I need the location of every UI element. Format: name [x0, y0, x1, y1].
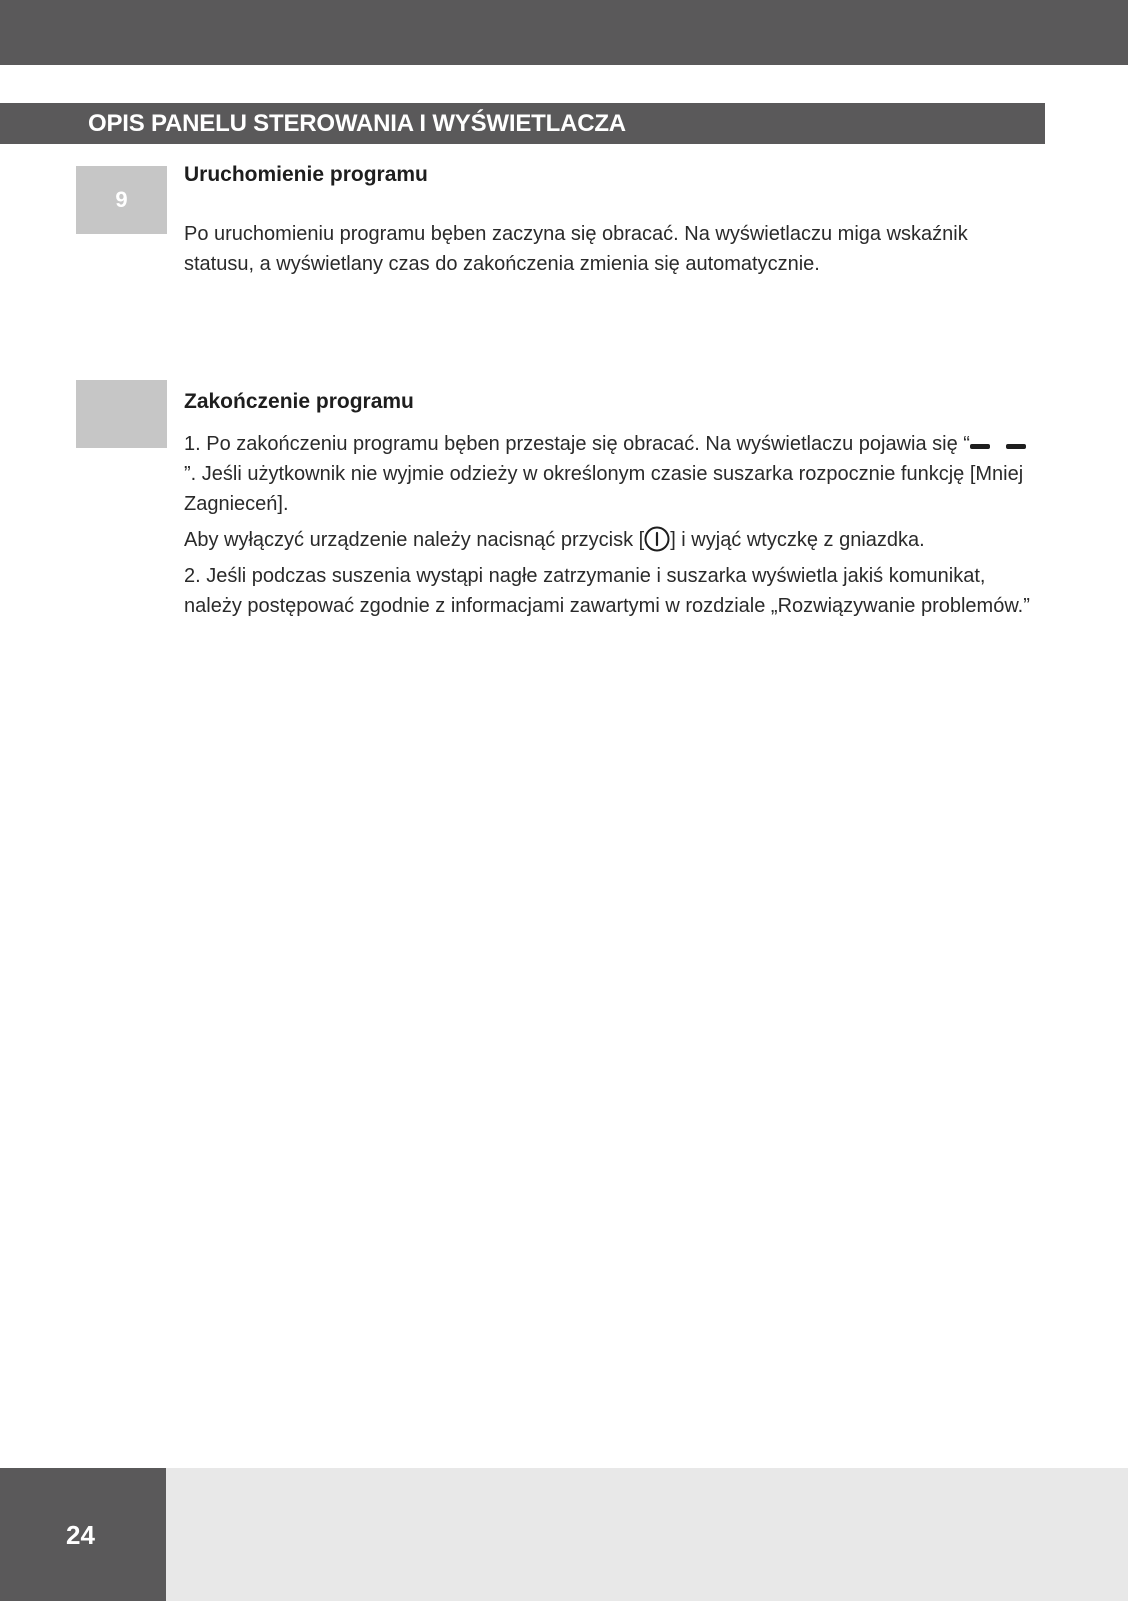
section-header	[0, 103, 1045, 144]
power-instruction-lead: Aby wyłączyć urządzenie należy nacisnąć przycisk [	[184, 529, 645, 551]
section-program-end	[184, 389, 1040, 621]
section-program-start	[184, 162, 1040, 279]
section-heading: Zakończenie programu	[184, 390, 414, 413]
power-button-icon	[644, 526, 670, 552]
top-bar	[0, 0, 1128, 65]
end-item-1	[184, 429, 1040, 519]
footer-band	[0, 1468, 1128, 1601]
power-off-instruction	[184, 525, 1040, 555]
dash-dash-display-icon	[970, 435, 1030, 455]
section-number: 9	[115, 187, 128, 212]
end-item-1-tail: ”. Jeśli użytkownik nie wyjmie odzieży w określonym czasie suszarka rozpocznie funkcję [Mniej Zagnieceń].	[184, 463, 1024, 515]
section-number-box	[76, 166, 167, 234]
end-item-1-lead: 1. Po zakończeniu programu bęben przestaje się obracać. Na wyświetlaczu pojawia się “	[184, 433, 970, 455]
section-title: OPIS PANELU STEROWANIA I WYŚWIETLACZA	[88, 110, 626, 137]
section-heading: Uruchomienie programu	[184, 163, 428, 186]
page-number: 24	[66, 1520, 95, 1550]
end-item-2: 2. Jeśli podczas suszenia wystąpi nagłe zatrzymanie i suszarka wyświetla jakiś komunikat, należy postępować zgodnie z informacjami zawartymi w rozdziale „Rozwiązywanie problemów.”	[184, 565, 1030, 617]
power-instruction-tail: ] i wyjąć wtyczkę z gniazdka.	[670, 529, 925, 551]
section-paragraph: Po uruchomieniu programu bęben zaczyna się obracać. Na wyświetlaczu miga wskaźnik statusu, a wyświetlany czas do zakończenia zmienia się automatycznie.	[184, 223, 968, 275]
section-number-box-empty	[76, 380, 167, 448]
